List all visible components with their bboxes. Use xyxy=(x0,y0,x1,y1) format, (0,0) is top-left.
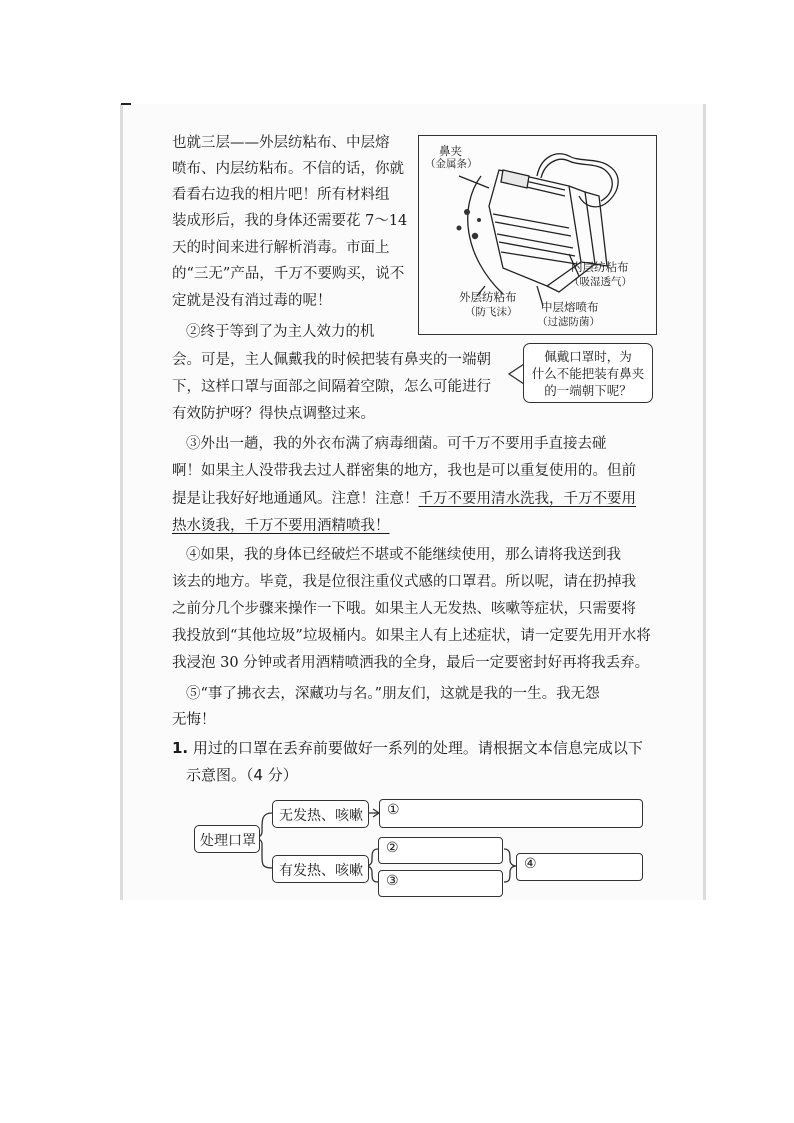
callout-line-3: 的一端朝下呢？ xyxy=(544,383,632,398)
label-outer-layer: 外层纺粘布 xyxy=(459,290,517,304)
answer-blank-1[interactable] xyxy=(379,799,643,828)
passage-line-7: 定就是没有消过毒的呢！ xyxy=(172,293,332,309)
answer-number-1: ① xyxy=(387,802,400,818)
branch-symptoms-label: 有发热、咳嗽 xyxy=(279,863,363,879)
passage-line-6: 的“三无”产品，千万不要购买，说不 xyxy=(172,266,405,282)
answer-blank-2[interactable] xyxy=(378,837,503,864)
diagram-root-box xyxy=(194,825,260,853)
para5-line-2: 无悔！ xyxy=(172,712,216,728)
branch-no-symptoms-label: 无发热、咳嗽 xyxy=(279,808,363,824)
answer-blank-4[interactable] xyxy=(516,853,643,881)
passage-line-4: 装成形后，我的身体还需要花 7～14 xyxy=(172,213,408,229)
para4-line-1: ④如果，我的身体已经破烂不堪或不能继续使用，那么请将我送到我 xyxy=(186,547,621,563)
question-number: 1. xyxy=(172,739,189,757)
para2-line-4: 有效防护呀？得快点调整过来。 xyxy=(172,406,375,422)
para4-line-2: 该去的地方。毕竟，我是位很注重仪式感的口罩君。所以呢，请在扔掉我 xyxy=(172,574,636,590)
label-outer-layer-sub: （防飞沫） xyxy=(465,306,518,318)
question-1-line-1 xyxy=(172,737,643,759)
para5-line-1: ⑤“事了拂衣去，深藏功与名。”朋友们，这就是我的一生。我无怨 xyxy=(186,686,600,702)
label-nose-clip: 鼻夹 xyxy=(439,144,462,158)
passage-line-5: 天的时间来进行解析消毒。市面上 xyxy=(172,240,390,256)
branch-no-symptoms-box xyxy=(272,800,369,828)
label-nose-clip-sub: （金属条） xyxy=(425,158,478,170)
corner-mark xyxy=(121,103,131,105)
label-inner-layer-sub: （吸湿透气） xyxy=(569,276,632,288)
para3-line-3-plain: 提是让我好好地通通风。注意！注意！ xyxy=(172,491,419,507)
para4-line-3: 之前分几个步骤来操作一下哦。如果主人无发热、咳嗽等症状，只需要将 xyxy=(172,601,636,617)
para3-line-2: 啊！如果主人没带我去过人群密集的地方，我也是可以重复使用的。但前 xyxy=(172,463,636,479)
para3-underlined-1: 千万不要用清水洗我，千万不要用 xyxy=(418,491,636,507)
para4-line-5: 我浸泡 30 分钟或者用酒精喷洒我的全身，最后一定要密封好再将我丢弃。 xyxy=(172,655,650,671)
question-1-line-2: 示意图。（4 分） xyxy=(186,766,298,784)
para2-line-3: 下，这样口罩与面部之间隔着空隙，怎么可能进行 xyxy=(172,379,491,395)
para3-line-3 xyxy=(172,489,636,509)
margin-question-callout xyxy=(523,343,653,403)
para2-line-1: ②终于等到了为主人效力的机 xyxy=(186,324,375,340)
question-text-1: 用过的口罩在丢弃前要做好一系列的处理。请根据文本信息完成以下 xyxy=(192,739,643,757)
label-middle-layer: 中层熔喷布 xyxy=(541,300,599,314)
para2-line-2: 会。可是，主人佩戴我的时候把装有鼻夹的一端朝 xyxy=(172,352,491,368)
para3-line-1: ③外出一趟，我的外衣布满了病毒细菌。可千万不要用手直接去碰 xyxy=(186,436,607,452)
callout-line-2: 什么不能把装有鼻夹 xyxy=(531,366,645,381)
passage-line-2: 喷布、内层纺粘布。不信的话，你就 xyxy=(172,161,404,177)
mask-figure xyxy=(418,135,657,335)
answer-number-4: ④ xyxy=(524,856,537,872)
answer-blank-3[interactable] xyxy=(378,870,503,897)
para4-line-4: 我投放到“其他垃圾”垃圾桶内。如果主人有上述症状，请一定要先用开水将 xyxy=(172,628,651,644)
label-inner-layer: 内层纺粘布 xyxy=(571,260,629,274)
label-middle-layer-sub: （过滤防菌） xyxy=(537,316,600,328)
callout-line-1: 佩戴口罩时，为 xyxy=(544,349,632,364)
passage-line-1: 也就三层——外层纺粘布、中层熔 xyxy=(172,135,390,151)
diagram-root-label: 处理口罩 xyxy=(200,833,256,849)
passage-line-3: 看看右边我的相片吧！所有材料组 xyxy=(172,187,390,203)
para3-underlined-2: 热水烫我，千万不要用酒精喷我！ xyxy=(172,518,390,534)
answer-number-2: ② xyxy=(386,840,399,856)
branch-symptoms-box xyxy=(272,855,369,883)
answer-number-3: ③ xyxy=(386,873,399,889)
